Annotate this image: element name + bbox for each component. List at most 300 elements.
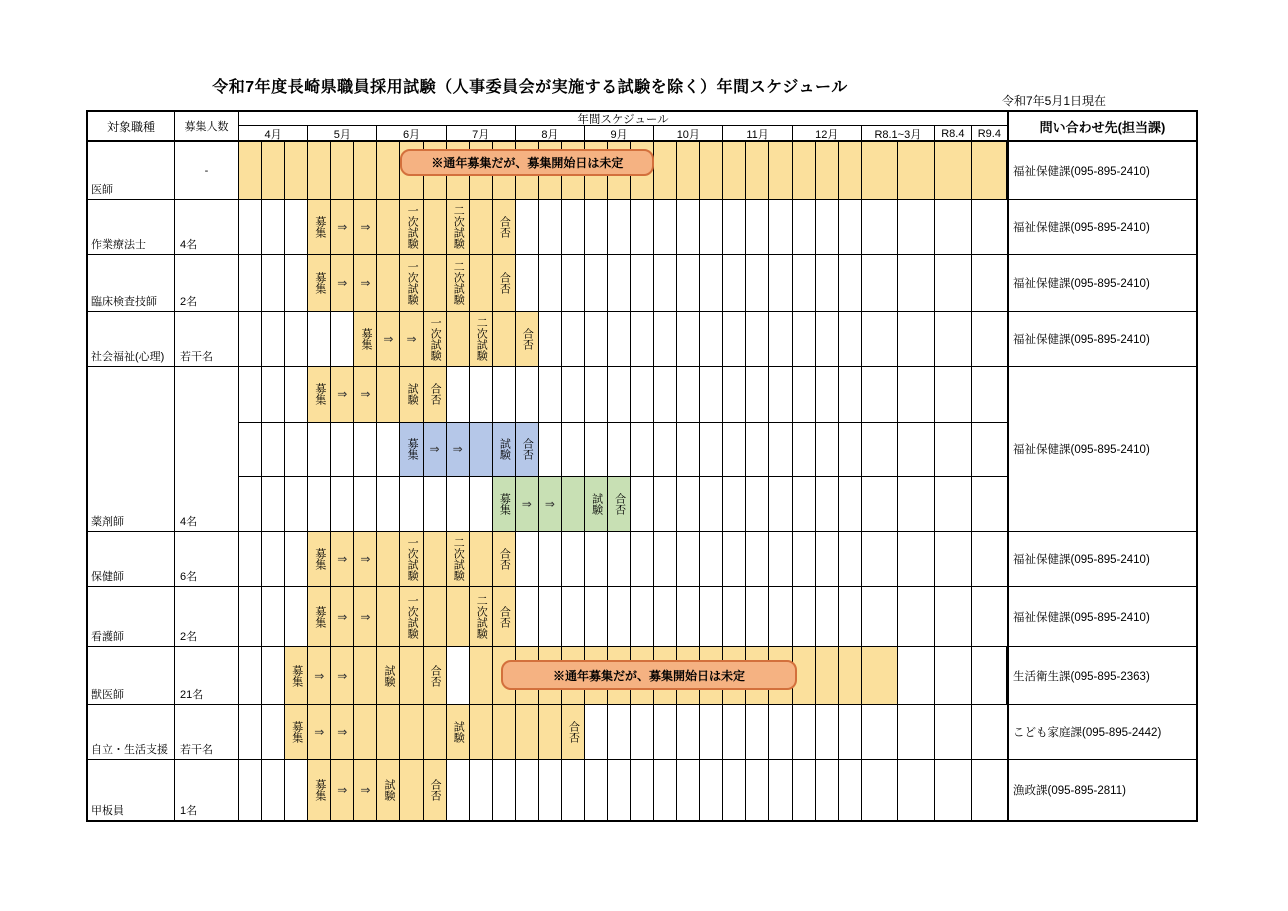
schedule-cell [400, 423, 423, 477]
schedule-cell [769, 587, 792, 646]
job-label-text: 臨床検査技師 [91, 296, 157, 308]
schedule-cell [424, 532, 447, 586]
schedule-cell [898, 255, 935, 311]
schedule-cell [746, 255, 769, 311]
schedule-cell [898, 705, 935, 759]
schedule-cell [816, 142, 839, 199]
schedule-cell [308, 312, 331, 366]
schedule-cell [608, 200, 631, 254]
recruit-count [175, 587, 239, 646]
schedule-cell [839, 312, 862, 366]
schedule-cell [331, 312, 354, 366]
schedule-cell [935, 423, 972, 477]
schedule-cell [470, 255, 493, 311]
schedule-band [239, 255, 1007, 311]
schedule-cell [816, 705, 839, 759]
schedule-cell [354, 423, 377, 477]
schedule-cell [898, 532, 935, 586]
schedule-cell [354, 477, 377, 531]
schedule-cell [935, 647, 972, 704]
schedule-cell [585, 477, 608, 531]
phase-label: 募集 [290, 664, 303, 687]
schedule-cell [331, 647, 354, 704]
schedule-cell [424, 477, 447, 531]
schedule-cell [898, 312, 935, 366]
schedule-cell [354, 255, 377, 311]
schedule-cell [377, 477, 400, 531]
schedule-cell [972, 367, 1007, 422]
schedule-band [239, 312, 1007, 366]
arrow-icon: ⇒ [544, 497, 555, 512]
contact-text: 生活衛生課(095-895-2363) [1013, 670, 1150, 683]
schedule-cell [972, 255, 1007, 311]
schedule-cell [769, 477, 792, 531]
schedule-cell [677, 367, 700, 422]
contact-cell [1007, 312, 1196, 366]
schedule-cell [677, 705, 700, 759]
schedule-cell [447, 532, 470, 586]
phase-label: 募集 [313, 548, 326, 570]
schedule-cell [516, 367, 539, 422]
schedule-cell [239, 367, 262, 422]
schedule-cell [608, 255, 631, 311]
recruit-count [175, 312, 239, 366]
schedule-cell [839, 200, 862, 254]
schedule-area [239, 760, 1007, 820]
schedule-cell [677, 477, 700, 531]
schedule-cell [608, 705, 631, 759]
contact-text: 福祉保健課(095-895-2410) [1013, 222, 1150, 234]
schedule-cell [631, 760, 654, 820]
schedule-cell [723, 760, 746, 820]
recruit-count-text: 若干名 [180, 744, 213, 756]
schedule-cell [816, 760, 839, 820]
schedule-cell [862, 423, 899, 477]
table-row [88, 532, 1196, 587]
schedule-cell [723, 200, 746, 254]
contact-cell [1007, 587, 1196, 646]
schedule-cell [793, 477, 816, 531]
schedule-cell [285, 477, 308, 531]
schedule-cell [746, 142, 769, 199]
schedule-cell [470, 200, 493, 254]
schedule-cell [935, 705, 972, 759]
schedule-cell [262, 312, 285, 366]
schedule-cell [447, 423, 470, 477]
phase-label: 二次試験 [452, 537, 465, 581]
schedule-cell [677, 423, 700, 477]
job-label-text: 作業療法士 [91, 239, 146, 251]
schedule-cell [447, 312, 470, 366]
arrow-icon: ⇒ [383, 332, 394, 346]
schedule-cell [262, 477, 285, 531]
table-row [88, 255, 1196, 312]
schedule-cell [377, 200, 400, 254]
recruit-count-text: 6名 [180, 571, 198, 583]
schedule-cell [331, 587, 354, 646]
schedule-cell [354, 760, 377, 820]
phase-label: 試験 [406, 383, 419, 406]
arrow-icon: ⇒ [314, 668, 325, 683]
table-body [88, 142, 1196, 820]
contact-text: 福祉保健課(095-895-2410) [1013, 444, 1150, 456]
phase-label: 合否 [429, 383, 442, 406]
phase-label: 募集 [313, 779, 326, 801]
schedule-cell [793, 705, 816, 759]
job-label-text: 獣医師 [91, 689, 124, 701]
schedule-cell [354, 312, 377, 366]
month-label-R9.4: R9.4 [977, 128, 1001, 140]
schedule-cell [816, 532, 839, 586]
schedule-cell [723, 255, 746, 311]
schedule-cell [331, 423, 354, 477]
arrow-icon: ⇒ [337, 552, 348, 566]
phase-label: 募集 [498, 493, 511, 516]
schedule-cell [898, 200, 935, 254]
schedule-cell [424, 200, 447, 254]
schedule-cell [631, 312, 654, 366]
schedule-cell [493, 255, 516, 311]
note-callout-text: ※通年募集だが、募集開始日は未定 [431, 156, 624, 170]
schedule-cell [816, 200, 839, 254]
schedule-cell [723, 532, 746, 586]
schedule-cell [700, 312, 723, 366]
schedule-area [239, 532, 1007, 586]
recruit-count-text: 若干名 [180, 351, 213, 363]
recruit-count [175, 760, 239, 820]
phase-label: 二次試験 [452, 261, 465, 305]
table-header [88, 112, 1196, 142]
job-label [88, 647, 175, 704]
schedule-cell [654, 477, 677, 531]
schedule-cell [793, 367, 816, 422]
schedule-cell [898, 587, 935, 646]
schedule-cell [400, 760, 423, 820]
schedule-cell [400, 312, 423, 366]
schedule-cell [331, 367, 354, 422]
schedule-cell [493, 367, 516, 422]
schedule-cell [308, 255, 331, 311]
schedule-cell [654, 423, 677, 477]
job-label [88, 532, 175, 586]
schedule-cell [746, 312, 769, 366]
schedule-cell [239, 142, 262, 199]
schedule-cell [723, 477, 746, 531]
schedule-cell [677, 255, 700, 311]
schedule-cell [262, 647, 285, 704]
contact-cell [1007, 367, 1196, 531]
schedule-cell [746, 760, 769, 820]
schedule-cell [700, 255, 723, 311]
arrow-icon: ⇒ [337, 725, 348, 739]
schedule-cell [723, 587, 746, 646]
schedule-cell [562, 705, 585, 759]
schedule-band [239, 587, 1007, 646]
contact-text: 福祉保健課(095-895-2410) [1013, 611, 1150, 624]
schedule-cell [769, 532, 792, 586]
schedule-cell [308, 647, 331, 704]
schedule-cell [539, 532, 562, 586]
schedule-cell [972, 142, 1007, 199]
schedule-cell [516, 255, 539, 311]
schedule-cell [285, 367, 308, 422]
schedule-cell [447, 647, 470, 704]
schedule-cell [746, 705, 769, 759]
month-label-R8.1~3月: R8.1~3月 [862, 126, 935, 142]
schedule-cell [285, 532, 308, 586]
job-label [88, 705, 175, 759]
schedule-cell [608, 423, 631, 477]
schedule-cell [769, 200, 792, 254]
schedule-cell [424, 367, 447, 422]
arrow-icon: ⇒ [337, 220, 348, 234]
schedule-band [239, 142, 1007, 199]
phase-label: 試験 [383, 779, 396, 801]
schedule-cell [585, 423, 608, 477]
month-header-row [239, 126, 1007, 142]
schedule-cell [839, 255, 862, 311]
schedule-cell [793, 532, 816, 586]
contact-text: 福祉保健課(095-895-2410) [1013, 278, 1150, 290]
recruit-count-text: 1名 [180, 805, 198, 817]
header-schedule [239, 112, 1007, 140]
schedule-cell [862, 532, 899, 586]
schedule-cell [898, 647, 935, 704]
schedule-cell [700, 587, 723, 646]
schedule-cell [285, 587, 308, 646]
arrow-icon: ⇒ [337, 387, 348, 402]
schedule-cell [816, 255, 839, 311]
schedule-cell [331, 760, 354, 820]
phase-label: 試験 [383, 664, 396, 687]
schedule-cell [608, 367, 631, 422]
schedule-cell [972, 423, 1007, 477]
schedule-band [239, 422, 1007, 477]
schedule-cell [400, 705, 423, 759]
schedule-cell [377, 367, 400, 422]
schedule-band [239, 705, 1007, 759]
schedule-cell [654, 255, 677, 311]
schedule-cell [377, 423, 400, 477]
schedule-cell [608, 532, 631, 586]
arrow-icon: ⇒ [452, 442, 463, 457]
schedule-area [239, 647, 1007, 704]
schedule-cell [746, 423, 769, 477]
schedule-cell [493, 760, 516, 820]
phase-label: 募集 [313, 605, 326, 628]
schedule-cell [400, 587, 423, 646]
schedule-cell [972, 312, 1007, 366]
schedule-cell [400, 532, 423, 586]
schedule-cell [816, 477, 839, 531]
schedule-cell [862, 705, 899, 759]
schedule-cell [516, 477, 539, 531]
schedule-cell [839, 423, 862, 477]
schedule-cell [793, 423, 816, 477]
schedule-cell [516, 423, 539, 477]
schedule-cell [470, 587, 493, 646]
schedule-cell [239, 587, 262, 646]
schedule-cell [700, 705, 723, 759]
recruit-count [175, 647, 239, 704]
recruit-count-text: 21名 [180, 689, 204, 701]
header-job-type: 対象職種 [88, 112, 175, 140]
note-callout [400, 149, 654, 176]
schedule-cell [239, 423, 262, 477]
schedule-cell [400, 200, 423, 254]
schedule-cell [562, 200, 585, 254]
schedule-cell [239, 200, 262, 254]
recruit-count-text: 4名 [180, 239, 198, 251]
schedule-cell [654, 367, 677, 422]
schedule-cell [677, 532, 700, 586]
phase-label: 合否 [429, 779, 442, 801]
schedule-area [239, 142, 1007, 199]
month-label-7月: 7月 [447, 126, 516, 142]
schedule-cell [631, 255, 654, 311]
schedule-cell [470, 312, 493, 366]
schedule-cell [447, 760, 470, 820]
schedule-cell [470, 367, 493, 422]
schedule-cell [562, 312, 585, 366]
schedule-cell [816, 367, 839, 422]
month-label-9月: 9月 [585, 126, 654, 142]
schedule-cell [793, 200, 816, 254]
schedule-cell [769, 142, 792, 199]
schedule-cell [516, 200, 539, 254]
schedule-cell [285, 142, 308, 199]
schedule-cell [839, 587, 862, 646]
schedule-cell [516, 705, 539, 759]
schedule-cell [239, 647, 262, 704]
schedule-cell [377, 142, 400, 199]
recruit-count-text: 2名 [180, 631, 198, 643]
schedule-cell [308, 367, 331, 422]
schedule-cell [354, 705, 377, 759]
schedule-cell [862, 312, 899, 366]
page-title: 令和7年度長崎県職員採用試験（人事委員会が実施する試験を除く）年間スケジュール [212, 79, 848, 96]
schedule-cell [539, 705, 562, 759]
phase-label: 試験 [452, 721, 465, 743]
schedule-cell [516, 312, 539, 366]
schedule-cell [746, 367, 769, 422]
schedule-cell [470, 647, 493, 704]
schedule-table [86, 110, 1198, 822]
phase-label: 合否 [613, 493, 626, 516]
schedule-cell [470, 477, 493, 531]
job-label [88, 200, 175, 254]
phase-label: 合否 [498, 272, 511, 294]
schedule-cell [935, 255, 972, 311]
phase-label: 募集 [359, 328, 372, 350]
schedule-cell [377, 760, 400, 820]
month-label-4月: 4月 [239, 126, 308, 142]
table-row [88, 647, 1196, 705]
recruit-count-text: 4名 [180, 516, 198, 528]
arrow-icon: ⇒ [360, 276, 371, 290]
schedule-cell [262, 423, 285, 477]
schedule-cell [972, 587, 1007, 646]
schedule-cell [424, 423, 447, 477]
schedule-cell [862, 587, 899, 646]
schedule-cell [793, 587, 816, 646]
schedule-cell [631, 477, 654, 531]
phase-label: 二次試験 [475, 317, 488, 361]
schedule-cell [331, 142, 354, 199]
contact-text: 福祉保健課(095-895-2410) [1013, 334, 1150, 346]
schedule-cell [493, 587, 516, 646]
schedule-cell [285, 705, 308, 759]
schedule-band [239, 647, 1007, 704]
schedule-cell [700, 760, 723, 820]
phase-label: 試験 [498, 438, 511, 461]
contact-cell [1007, 532, 1196, 586]
schedule-cell [723, 423, 746, 477]
schedule-cell [746, 477, 769, 531]
schedule-band [239, 760, 1007, 820]
job-label [88, 255, 175, 311]
schedule-cell [470, 423, 493, 477]
schedule-cell [354, 587, 377, 646]
phase-label: 募集 [313, 216, 326, 238]
schedule-cell [539, 423, 562, 477]
schedule-cell [285, 312, 308, 366]
schedule-cell [839, 142, 862, 199]
schedule-cell [331, 200, 354, 254]
schedule-cell [239, 760, 262, 820]
schedule-cell [308, 587, 331, 646]
job-label [88, 312, 175, 366]
header-recruit-count: 募集人数 [175, 112, 239, 140]
schedule-cell [898, 142, 935, 199]
schedule-cell [700, 142, 723, 199]
table-row [88, 705, 1196, 760]
schedule-cell [862, 477, 899, 531]
arrow-icon: ⇒ [360, 609, 371, 624]
recruit-count [175, 255, 239, 311]
table-row [88, 142, 1196, 200]
schedule-cell [377, 647, 400, 704]
schedule-cell [972, 760, 1007, 820]
schedule-cell [585, 532, 608, 586]
recruit-count [175, 532, 239, 586]
schedule-cell [608, 477, 631, 531]
schedule-cell [972, 705, 1007, 759]
schedule-cell [654, 705, 677, 759]
schedule-cell [308, 532, 331, 586]
schedule-area [239, 367, 1007, 531]
schedule-cell [816, 423, 839, 477]
schedule-cell [447, 587, 470, 646]
recruit-count [175, 705, 239, 759]
job-label [88, 142, 175, 199]
schedule-cell [631, 587, 654, 646]
schedule-cell [723, 312, 746, 366]
schedule-cell [562, 760, 585, 820]
schedule-cell [262, 367, 285, 422]
schedule-cell [239, 705, 262, 759]
schedule-cell [424, 705, 447, 759]
phase-label: 合否 [521, 438, 534, 461]
as-of-date: 令和7年5月1日現在 [1002, 92, 1198, 111]
phase-label: 合否 [567, 721, 580, 743]
recruit-count-text: - [204, 164, 209, 177]
schedule-cell [839, 477, 862, 531]
schedule-cell [935, 312, 972, 366]
schedule-cell [493, 532, 516, 586]
schedule-cell [239, 477, 262, 531]
schedule-cell [972, 477, 1007, 531]
